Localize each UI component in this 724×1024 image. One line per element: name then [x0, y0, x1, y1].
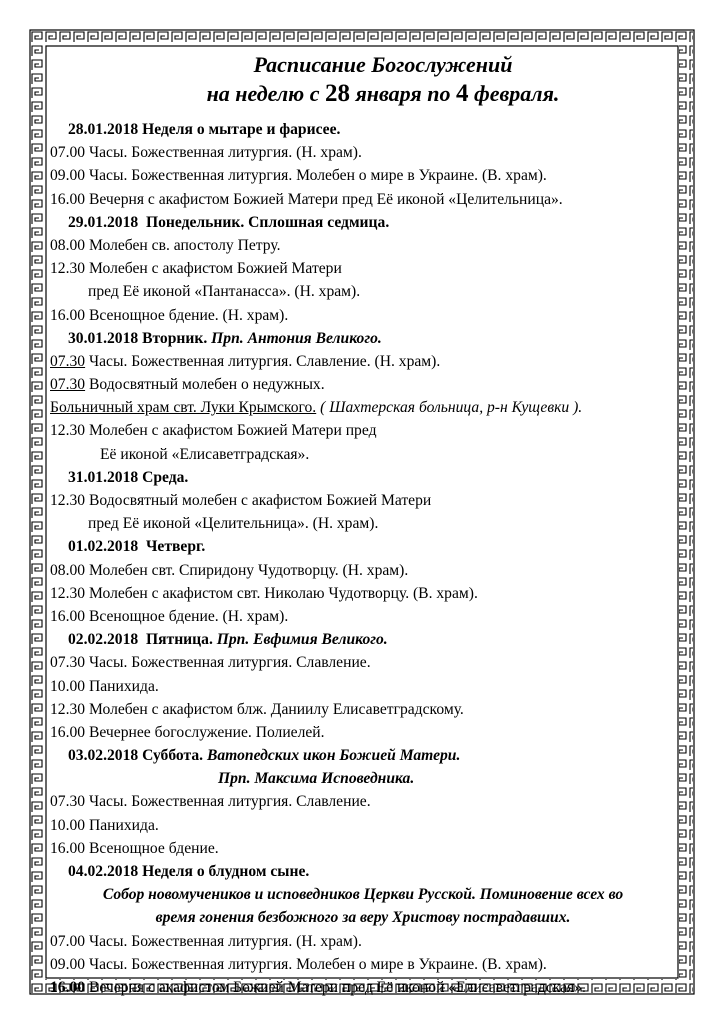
day-heading: 02.02.2018 Пятница. Прп. Евфимия Великого. — [68, 631, 388, 649]
title-line-1: Расписание Богослужений — [253, 52, 513, 77]
service-item: 09.00 Часы. Божественная литургия. Молебен о мире в Украине. (В. храм). — [50, 955, 547, 973]
service-item: 12.30 Водосвятный молебен с акафистом Божией Матери — [50, 492, 432, 509]
service-item: 08.00 Молебен свт. Спиридону Чудотворцу. (Н. храм). — [50, 561, 409, 579]
service-item: 07.00 Часы. Божественная литургия. (Н. храм). — [50, 932, 362, 950]
service-item: 16.00 Вечернее богослужение. Полиелей. — [50, 723, 325, 741]
service-item: 12.30 Молебен с акафистом Божией Матери пред — [50, 422, 377, 440]
service-item: 16.00 Вечерня с акафистом Божией Матери пред Её иконой «Целительница». — [50, 190, 563, 208]
day-heading: 03.02.2018 Суббота. Ватопедских икон Божией Матери. — [68, 747, 461, 765]
day-heading: 01.02.2018 Четверг. — [68, 538, 206, 556]
service-item: 10.00 Панихида. — [50, 677, 159, 695]
schedule-content — [50, 50, 676, 996]
service-item: 07.30 Часы. Божественная литургия. Славление. (Н. храм). — [50, 352, 441, 370]
day-heading: 04.02.2018 Неделя о блудном сыне. — [68, 863, 310, 880]
schedule-list — [50, 118, 676, 999]
day-note: время гонения безбожного за веру Христову пострадавших. — [155, 909, 571, 927]
service-item: 07.30 Часы. Божественная литургия. Славление. — [50, 793, 371, 811]
service-item: 07.30 Водосвятный молебен о недужных. — [50, 376, 325, 394]
service-item: 16.00 Всенощное бдение. — [50, 839, 219, 857]
service-item-continued: пред Её иконой «Пантанасса». (Н. храм). — [88, 283, 361, 301]
day-note: Собор новомучеников и исповедников Церкви Русской. Поминовение всех во — [102, 886, 624, 904]
day-heading: 29.01.2018 Понедельник. Сплошная седмица. — [68, 213, 390, 231]
service-item: 16.00 Всенощное бдение. (Н. храм). — [50, 306, 289, 324]
service-item: 07.30 Часы. Божественная литургия. Славление. — [50, 654, 371, 672]
service-location: Больничный храм свт. Луки Крымского. ( Шахтерская больница, р-н Кущевки ). — [50, 399, 583, 417]
day-heading: 28.01.2018 Неделя о мытаре и фарисее. — [68, 121, 341, 138]
service-item-continued: пред Её иконой «Целительница». (Н. храм). — [88, 515, 379, 533]
title-line-2: на неделю с 28 января по 4 февраля. — [206, 80, 560, 107]
service-item: 12.30 Молебен с акафистом блж. Даниилу Елисаветградскому. — [50, 700, 464, 718]
service-item: 09.00 Часы. Божественная литургия. Молебен о мире в Украине. (В. храм). — [50, 167, 547, 185]
service-item: 16.00 Вечерня с акафистом Божией Матери пред Её иконой «Елисаветградская». — [50, 978, 586, 996]
service-item: 12.30 Молебен с акафистом свт. Николаю Чудотворцу. (В. храм). — [50, 584, 478, 602]
day-heading: 31.01.2018 Среда. — [68, 468, 189, 486]
service-item: 12.30 Молебен с акафистом Божией Матери — [50, 260, 342, 278]
service-item: 10.00 Панихида. — [50, 816, 159, 834]
service-item: 16.00 Всенощное бдение. (Н. храм). — [50, 607, 289, 625]
day-heading: 30.01.2018 Вторник. Прп. Антония Великого. — [68, 329, 382, 347]
day-subheading: Прп. Максима Исповедника. — [218, 770, 415, 788]
service-item-continued: Её иконой «Елисаветградская». — [100, 445, 310, 463]
schedule-title — [90, 50, 676, 108]
service-item: 08.00 Молебен св. апостолу Петру. — [50, 236, 281, 254]
service-item: 07.00 Часы. Божественная литургия. (Н. храм). — [50, 144, 362, 162]
